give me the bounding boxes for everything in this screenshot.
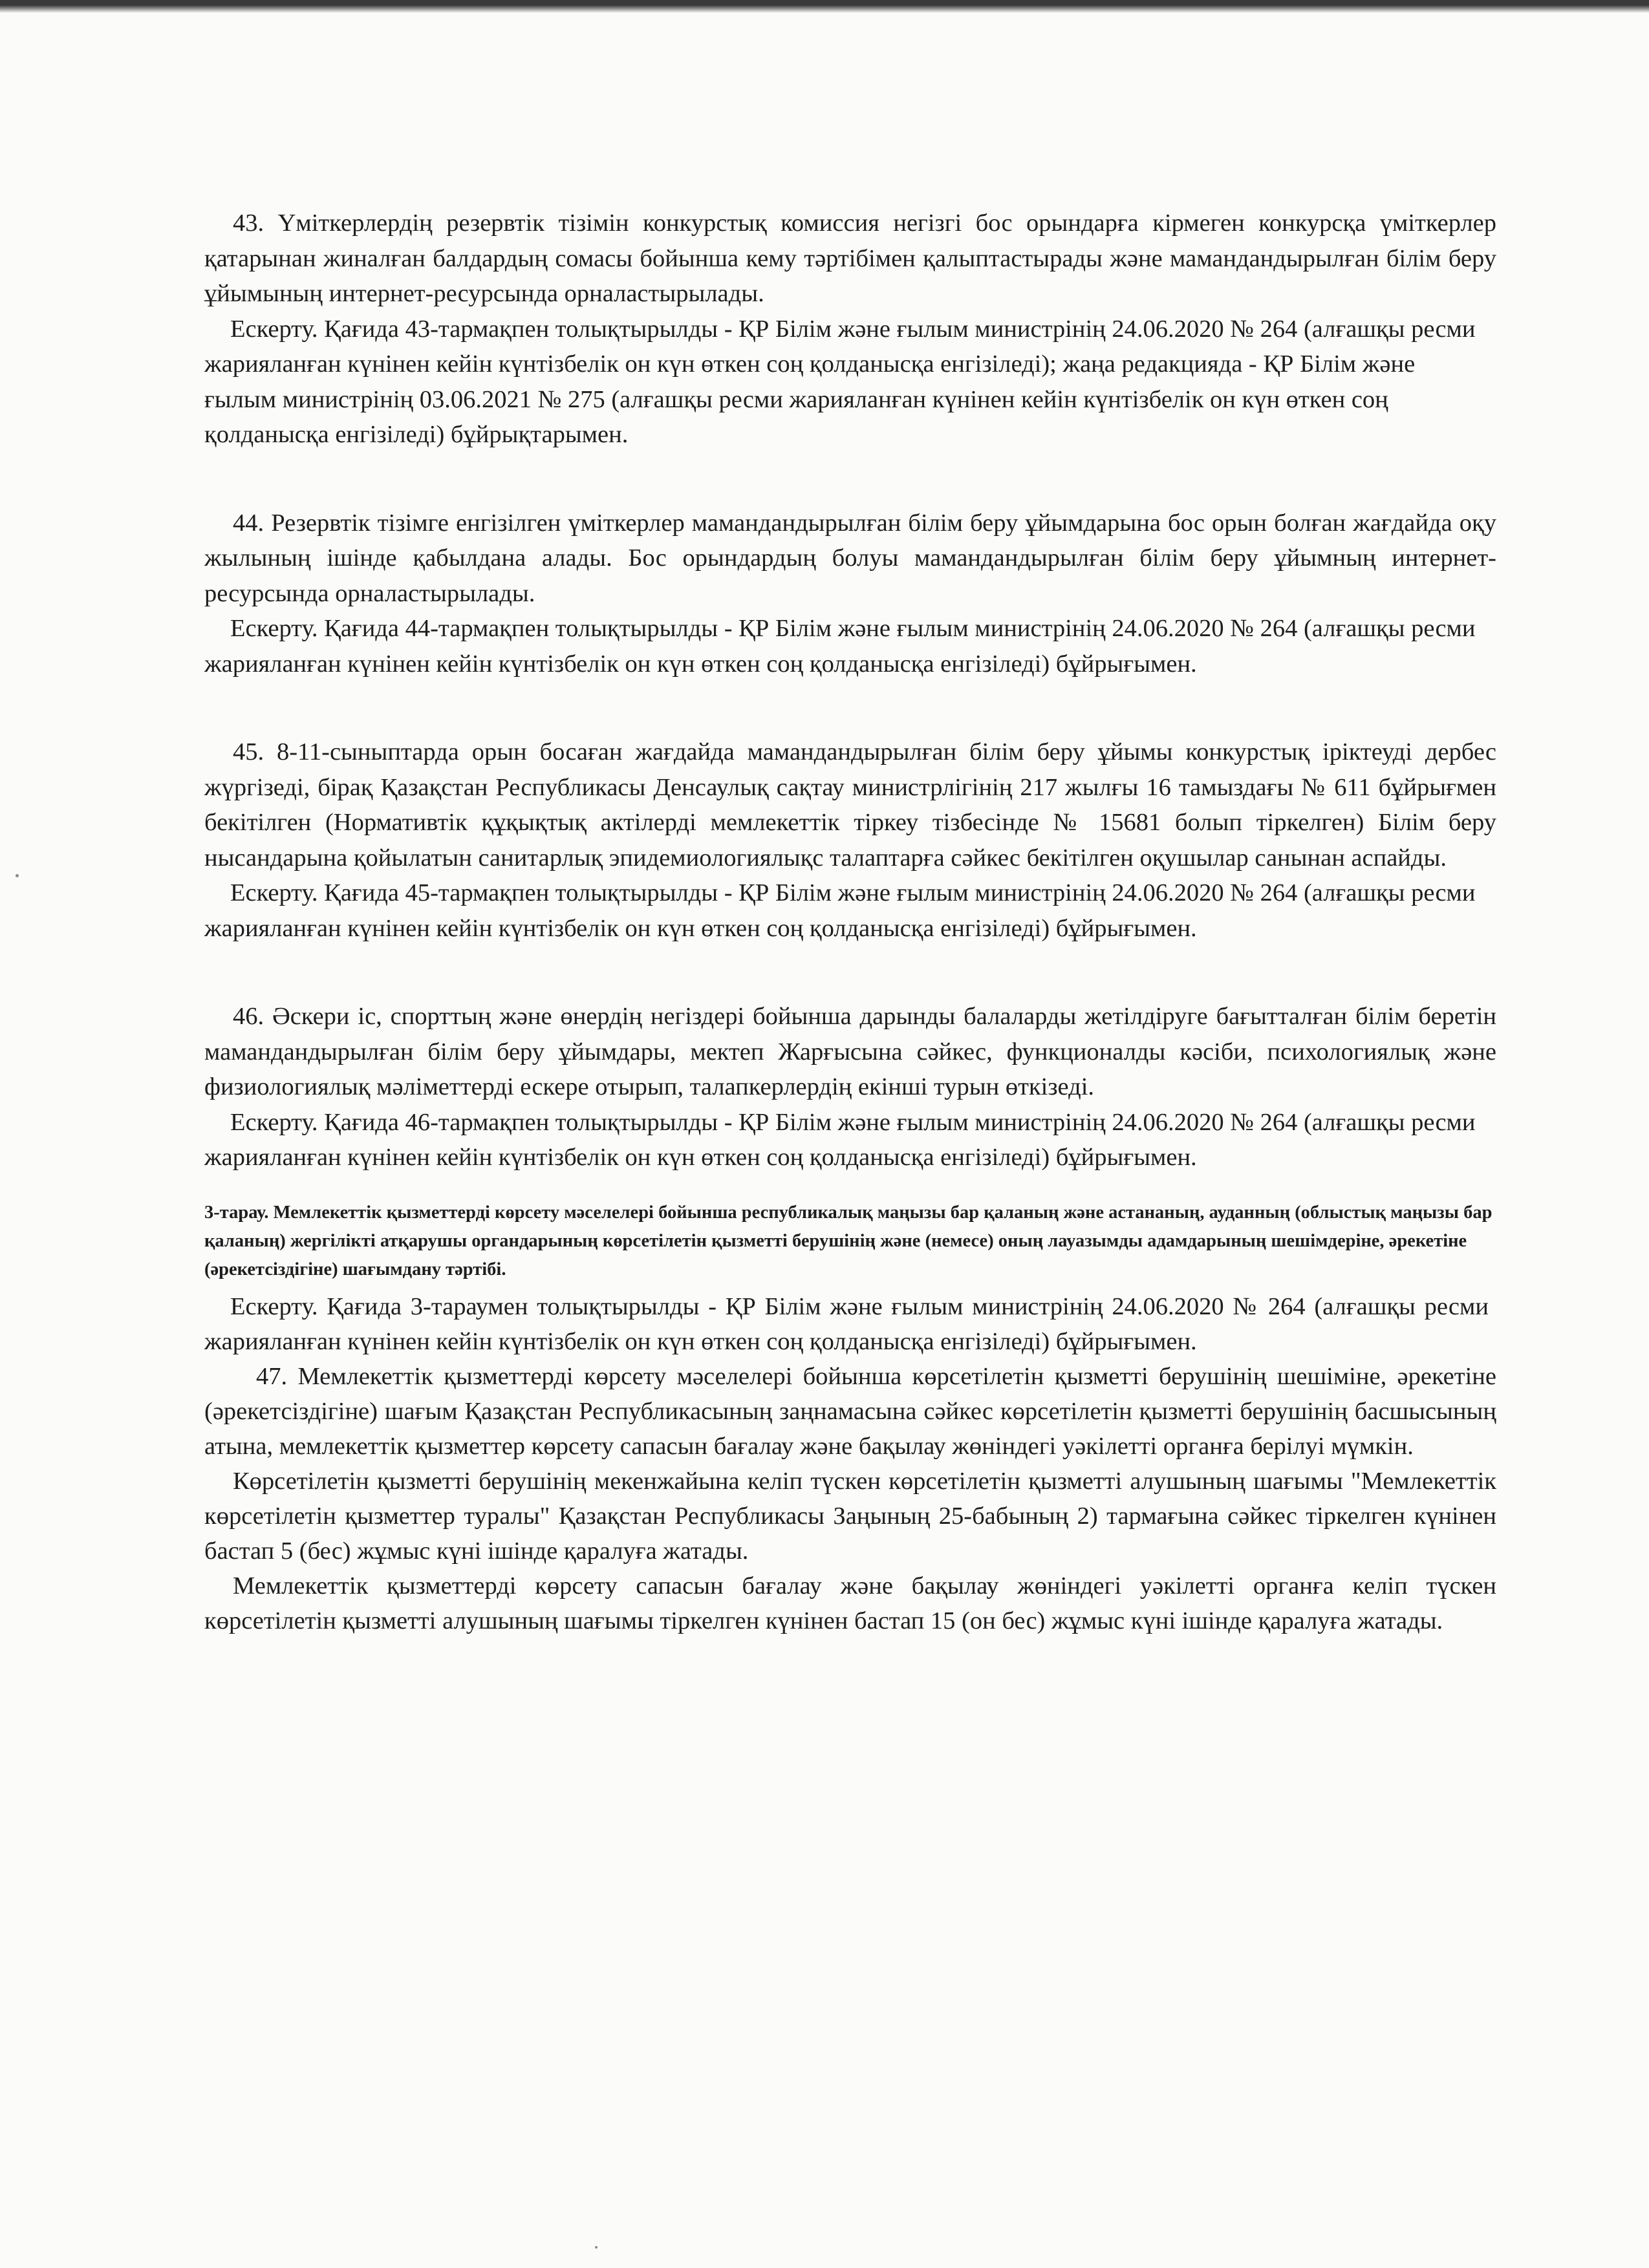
note-46: Ескерту. Қағида 46-тармақпен толықтырылды - ҚР Білім және ғылым министрінің 24.06.2020 № 264 (алғашқы ресми жарияланған күнінен кейін күнтізбелік он күн өткен соң қолданысқа енгізіледі) бұйрығымен.	[204, 1108, 1476, 1171]
scan-top-edge	[0, 0, 1649, 13]
note-43: Ескерту. Қағида 43-тармақпен толықтырылды - ҚР Білім және ғылым министрінің 24.06.2020 № 264 (алғашқы ресми жарияланған күнінен кейін күнтізбелік он күн өткен соң қолданысқа енгізіледі); жаңа редакцияда - ҚР Білім және ғылым министрінің 03.06.2021 № 275 (алғашқы ресми жарияланған күнінен кейін күнтізбелік он күн өткен соң қолданысқа енгізіледі) бұйрықтарымен.	[204, 315, 1476, 448]
paragraph-47: 47. Мемлекеттік қызметтерді көрсету мәселелері бойынша көрсетілетін қызметті берушінің шешіміне, әрекетіне (әрекетсіздігіне) шағым Қазақстан Республикасының заңнамасына сәйкес көрсетілетін қызметті берушінің басшысының атына, мемлекеттік қызметтер көрсету сапасын бағалау және бақылау жөніндегі уәкілетті органға берілуі мүмкін.	[204, 1362, 1496, 1460]
document-page	[204, 206, 1496, 1638]
paragraph-47-part-3: Мемлекеттік қызметтерді көрсету сапасын бағалау және бақылау жөніндегі уәкілетті органға келіп түскен көрсетілетін қызметті алушының шағымы тіркелген күнінен бастап 15 (он бес) жұмыс күні ішінде қаралуға жатады.	[204, 1572, 1496, 1634]
paragraph-47-part-2: Көрсетілетін қызметті берушінің мекенжайына келіп түскен көрсетілетін қызметті алушының шағымы "Мемлекеттік көрсетілетін қызметтер туралы" Қазақстан Республикасы Заңының 25-бабының 2) тармағына сәйкес тіркелген күнінен бастап 5 (бес) жұмыс күні ішінде қаралуға жатады.	[204, 1467, 1496, 1565]
note-chapter-3: Ескерту. Қағида 3-тараумен толықтырылды - ҚР Білім және ғылым министрінің 24.06.2020 № 264 (алғашқы ресми жарияланған күнінен кейін күнтізбелік он күн өткен соң қолданысқа енгізіледі) бұйрығымен.	[204, 1292, 1489, 1355]
scan-speck	[595, 2246, 598, 2249]
chapter-3-heading: 3-тарау. Мемлекеттік қызметтерді көрсету мәселелері бойынша республикалық маңызы бар қаланың және астананың, ауданның (облыстық маңызы бар қаланың) жергілікті атқарушы органдарының көрсетілетін қызметті берушінің және (немесе) оның лауазымды адамдарының шешімдеріне, әрекетіне (әрекетсіздігіне) шағымдану тәртібі.	[204, 1202, 1493, 1279]
note-44: Ескерту. Қағида 44-тармақпен толықтырылды - ҚР Білім және ғылым министрінің 24.06.2020 № 264 (алғашқы ресми жарияланған күнінен кейін күнтізбелік он күн өткен соң қолданысқа енгізіледі) бұйрығымен.	[204, 615, 1476, 678]
note-45: Ескерту. Қағида 45-тармақпен толықтырылды - ҚР Білім және ғылым министрінің 24.06.2020 № 264 (алғашқы ресми жарияланған күнінен кейін күнтізбелік он күн өткен соң қолданысқа енгізіледі) бұйрығымен.	[204, 879, 1476, 942]
paragraph-46: 46. Әскери іс, спорттың және өнердің негіздері бойынша дарынды балаларды жетілдіруге бағытталған білім беретін мамандандырылған білім беру ұйымдары, мектеп Жарғысына сәйкес, функционалды кәсіби, психологиялық және физиологиялық мәліметтерді ескере отырып, талапкерлердің екінші турын өткізеді.	[204, 1003, 1496, 1100]
paragraph-45: 45. 8-11-сыныптарда орын босаған жағдайда мамандандырылған білім беру ұйымы конкурстық іріктеуді дербес жүргізеді, бірақ Қазақстан Республикасы Денсаулық сақтау министрлігінің 217 жылғы 16 тамыздағы № 611 бұйрығмен бекітілген (Нормативтік құқықтық актілерді мемлекеттік тіркеу тізбесінде № 15681 болып тіркелген) Білім беру нысандарына қойылатын санитарлық эпидемиологиялықс талаптарға сәйкес бекітілген оқушылар санынан аспайды.	[204, 738, 1496, 872]
paragraph-44: 44. Резервтік тізімге енгізілген үміткерлер мамандандырылған білім беру ұйымдарына бос орын болған жағдайда оқу жылының ішінде қабылдана алады. Бос орындардың болуы мамандандырылған білім беру ұйымның интернет-ресурсында орналастырылады.	[204, 509, 1496, 607]
scan-speck	[16, 874, 19, 877]
paragraph-43: 43. Үміткерлердің резервтік тізімін конкурстық комиссия негізгі бос орындарға кірмеген конкурсқа үміткерлер қатарынан жиналған балдардың сомасы бойынша кему тәртібімен қалыптастырады және мамандандырылған білім беру ұйымының интернет-ресурсында орналастырылады.	[204, 209, 1496, 307]
